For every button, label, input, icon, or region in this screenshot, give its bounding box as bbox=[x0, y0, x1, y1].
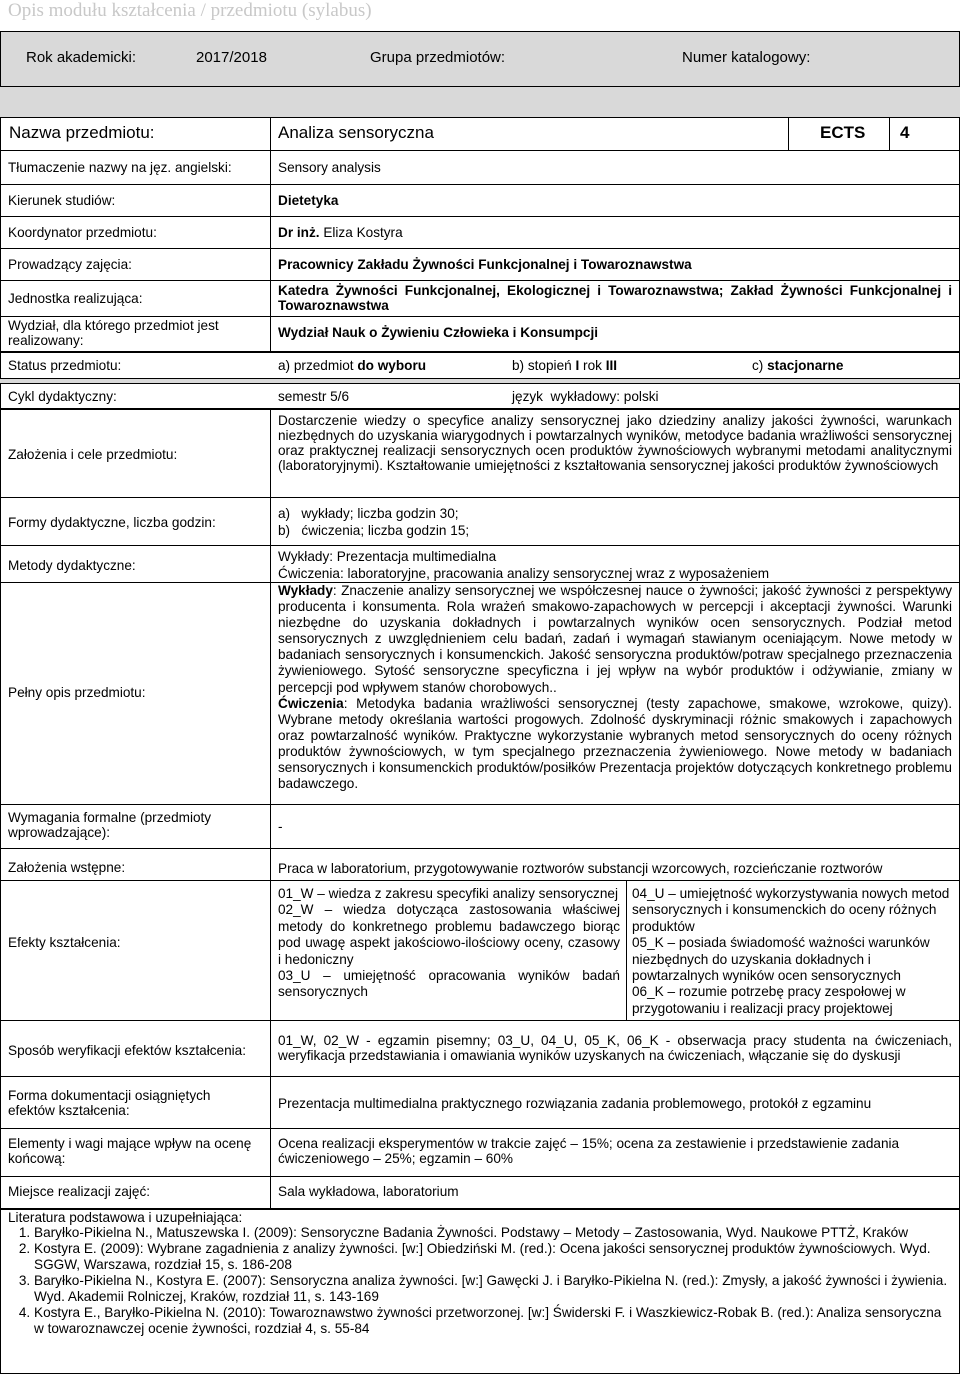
grading-value: Ocena realizacji eksperymentów w trakcie zajęć – 15%; ocena za zestawienie i przedstawienie zadania ćwiczeniowego – 25%; egzamin – 60% bbox=[278, 1136, 900, 1166]
row-divider bbox=[0, 1128, 960, 1129]
description-lectures-text: : Znaczenie analizy sensorycznej we współczesnej nauce o żywności; jakość żywności z perspektywy producenta i konsumenta. Rola wrażeń smakowo-zapachowych w percepcji i akceptacji żywności. Warunki niezbędne do uzyskania dokładnych i powtarzalnych wyników ocen sensorycznych. Podział metod sensorycznych z uwzględnieniem celu badań, zadań i wymagań stawianym oceniającym. Nowe metody w badaniach sensorycznych i konsumenckich. Jakość sensoryczna produktów/potraw specjalnego przeznaczenia żywieniowego. Sytość sensoryczne specyficzna i jej wpływ na wybór produktów i odżywianie, zmiany w percepcji pod wpływem stanów chorobowych.. bbox=[278, 583, 952, 695]
methods-label: Metody dydaktyczne: bbox=[8, 558, 136, 573]
row-divider bbox=[0, 1020, 960, 1021]
goals-label: Założenia i cele przedmiotu: bbox=[8, 447, 178, 462]
description-value bbox=[278, 583, 952, 792]
assumptions-value: Praca w laboratorium, przygotowywanie roztworów substancji wzorcowych, rozcieńczanie roztworów bbox=[278, 861, 883, 876]
teachers-label: Prowadzący zajęcia: bbox=[8, 257, 132, 272]
status-b-mid: rok bbox=[579, 358, 606, 373]
faculty-label: Wydział, dla którego przedmiot jest realizowany: bbox=[8, 318, 219, 348]
coordinator-label: Koordynator przedmiotu: bbox=[8, 225, 157, 240]
documentation-value: Prezentacja multimedialna praktycznego rozwiązania zadania problemowego, protokół z egzaminu bbox=[278, 1096, 872, 1111]
forms-lectures: a) wykłady; liczba godzin 30; bbox=[278, 506, 459, 521]
subject-group-label: Grupa przedmiotów: bbox=[370, 49, 506, 66]
cycle-label: Cykl dydaktyczny: bbox=[8, 389, 117, 404]
row-divider bbox=[0, 316, 960, 317]
cycle-value: semestr 5/6 bbox=[278, 389, 350, 404]
grading-label: Elementy i wagi mające wpływ na ocenę końcową: bbox=[8, 1136, 252, 1166]
ects-divider bbox=[788, 117, 789, 150]
academic-year-value: 2017/2018 bbox=[196, 49, 267, 66]
methods-exercises: Ćwiczenia: laboratoryjne, pracowania analizy sensorycznej wraz z wyposażeniem bbox=[278, 566, 770, 581]
academic-year-label: Rok akademicki: bbox=[26, 49, 137, 66]
literature-label: Literatura podstawowa i uzupełniająca: bbox=[8, 1210, 243, 1225]
unit-label: Jednostka realizująca: bbox=[8, 291, 143, 306]
row-divider bbox=[0, 804, 960, 805]
coordinator-name: Eliza Kostyra bbox=[319, 225, 403, 240]
methods-lectures: Wykłady: Prezentacja multimedialna bbox=[278, 549, 497, 564]
field-label: Kierunek studiów: bbox=[8, 193, 116, 208]
assumptions-label: Założenia wstępne: bbox=[8, 860, 126, 875]
unit-value: Katedra Żywności Funkcjonalnej, Ekologicznej i Towaroznawstwa; Zakład Żywności Funkcjonalnej i Towaroznawstwa bbox=[278, 283, 952, 313]
field-value: Dietetyka bbox=[278, 193, 339, 208]
row-divider bbox=[0, 216, 960, 217]
ects-divider bbox=[889, 117, 890, 150]
documentation-label: Forma dokumentacji osiągniętych efektów kształcenia: bbox=[8, 1088, 211, 1118]
gap-band bbox=[0, 87, 960, 117]
column-divider bbox=[270, 409, 271, 1209]
literature-item: 2. Kostyra E. (2009): Wybrane zagadnienia z analizy żywności. [w:] Obiedziński M. (red.): Ocena jakości sensorycznej produktów żywnościowych. Wyd. SGGW, Warszawa, rozdział 15, s. 186-208 bbox=[34, 1241, 952, 1273]
requirements-value: - bbox=[278, 819, 283, 834]
row-divider bbox=[0, 497, 960, 498]
status-c-prefix: c) bbox=[752, 358, 768, 373]
status-b-prefix: b) stopień bbox=[512, 358, 576, 373]
translation-value: Sensory analysis bbox=[278, 160, 381, 175]
catalog-number-label: Numer katalogowy: bbox=[682, 49, 811, 66]
forms-label: Formy dydaktyczne, liczba godzin: bbox=[8, 515, 216, 530]
row-divider bbox=[0, 880, 960, 881]
row-divider bbox=[0, 848, 960, 849]
literature-item: 4. Kostyra E., Baryłko-Pikielna N. (2010): Towaroznawstwo żywności przetworzonej. [w:] Świderski F. i Waszkiewicz-Robak B. (red.): Analiza sensoryczna w towaroznawczej ocenie żywności, rozdział 4, s. 55-84 bbox=[34, 1305, 952, 1337]
status-year: III bbox=[605, 358, 618, 373]
goals-value: Dostarczenie wiedzy o specyfice analizy sensorycznej jako dziedziny analizy jakości żywności, warunkach niezbędnych do uzyskania wiarygodnych i powtarzalnych wyników, metodyce badania wrażliwości sensorycznej oraz praktycznej realizacji sensorycznych ocen produktów żywnościowych wybranymi metodami analitycznymi (laboratoryjnymi). Kształtowanie umiejętności z kształtowania sensorycznej jakości produktów żywnościowych bbox=[278, 413, 952, 473]
row-divider bbox=[0, 545, 960, 546]
row-divider bbox=[0, 248, 960, 249]
row-divider bbox=[0, 150, 960, 151]
literature-list bbox=[8, 1225, 952, 1337]
translation-label: Tłumaczenie nazwy na jęz. angielski: bbox=[8, 160, 232, 175]
effects-left: 01_W – wiedza z zakresu specyfiki analizy sensorycznej 02_W – wiedza dotycząca zastosowania właściwej metody do konkretnego problemu badawczego biorąc pod uwagę aspekt jakościowo-ilościowy oceny, czasowy i hedoniczny 03_U – umiejętność opracowania wyników badań sensorycznych bbox=[278, 886, 620, 1000]
description-label: Pełny opis przedmiotu: bbox=[8, 685, 146, 700]
row-divider bbox=[0, 1076, 960, 1077]
status-degree: I bbox=[575, 358, 580, 373]
effects-divider bbox=[626, 880, 627, 1020]
verification-value: 01_W, 02_W - egzamin pisemny; 03_U, 04_U, 05_K, 06_K - obserwacja pracy studenta na ćwiczeniach, weryfikacja przedstawiania i omawiania wyników uzyskanych na ćwiczeniach, włączanie się do dyskusji bbox=[278, 1033, 952, 1063]
row-divider bbox=[0, 1176, 960, 1177]
course-name-label: Nazwa przedmiotu: bbox=[9, 123, 155, 142]
verification-label: Sposób weryfikacji efektów kształcenia: bbox=[8, 1043, 246, 1058]
row-divider bbox=[0, 280, 960, 281]
course-name-value: Analiza sensoryczna bbox=[278, 123, 434, 142]
teachers-value: Pracownicy Zakładu Żywności Funkcjonalnej i Towaroznawstwa bbox=[278, 257, 692, 272]
ects-value: 4 bbox=[900, 123, 910, 142]
location-label: Miejsce realizacji zajęć: bbox=[8, 1184, 151, 1199]
description-lectures-heading: Wykłady bbox=[278, 583, 333, 598]
status-a-value: do wyboru bbox=[357, 358, 427, 373]
literature-item: 3. Baryłko-Pikielna N., Kostyra E. (2007): Sensoryczna analiza żywności. [w:] Gawęcki J. i Baryłko-Pikielna N. (red.): Zmysły, a jakość żywności i żywienia. Wyd. Akademii Rolniczej, Kraków, rozdział 11, s. 143-169 bbox=[34, 1273, 952, 1305]
effects-right: 04_U – umiejętność wykorzystywania nowych metod sensorycznych i konsumenckich do oceny różnych produktów 05_K – posiada świadomość ważności warunków niezbędnych do uzyskania dokładnych i powtarzalnych wyników ocen sensorycznych 06_K – rozumie potrzebę pracy zespołowej w przygotowaniu i realizacji pracy projektowej bbox=[632, 886, 950, 1016]
status-mode: stacjonarne bbox=[767, 358, 844, 373]
location-value: Sala wykładowa, laboratorium bbox=[278, 1184, 459, 1199]
ects-label: ECTS bbox=[820, 123, 866, 142]
forms-exercises: b) ćwiczenia; liczba godzin 15; bbox=[278, 523, 470, 538]
row-divider bbox=[0, 184, 960, 185]
page-title: Opis modułu kształcenia / przedmiotu (sylabus) bbox=[8, 0, 372, 21]
language-value: język wykładowy: polski bbox=[512, 389, 659, 404]
requirements-label: Wymagania formalne (przedmioty wprowadzające): bbox=[8, 810, 212, 840]
description-exercises-heading: Ćwiczenia bbox=[278, 695, 344, 711]
description-exercises-text: : Metodyka badania wrażliwości sensorycznej (testy zapachowe, smakowe, wzrokowe, quizy). Wybrane metody określania wartości progowych. Zdolność dyskryminacji różnic smakowych i zapachowych oraz powtarzalność wyników. Praktyczne wykorzystanie wybranych metod sensorycznych do oceny różnych produktów żywnościowych, w tym specjalnego przeznaczenia żywieniowego. Nowe metody w badaniach sensorycznych i konsumenckich produktów/posiłków Prezentacja projektów dotyczących konkretnego problemu badawczego. bbox=[278, 695, 952, 792]
faculty-value: Wydział Nauk o Żywieniu Człowieka i Konsumpcji bbox=[278, 325, 599, 340]
status-a-prefix: a) przedmiot bbox=[278, 358, 358, 373]
cycle-row bbox=[0, 383, 960, 409]
literature-item: 1. Baryłko-Pikielna N., Matuszewska I. (2009): Sensoryczne Badania Żywności. Podstawy – Metody – Zastosowania, Wyd. Naukowe PTTŻ, Kraków bbox=[34, 1225, 952, 1241]
effects-label: Efekty kształcenia: bbox=[8, 935, 121, 950]
coordinator-title: Dr inż. bbox=[278, 225, 320, 240]
status-label: Status przedmiotu: bbox=[8, 358, 122, 373]
